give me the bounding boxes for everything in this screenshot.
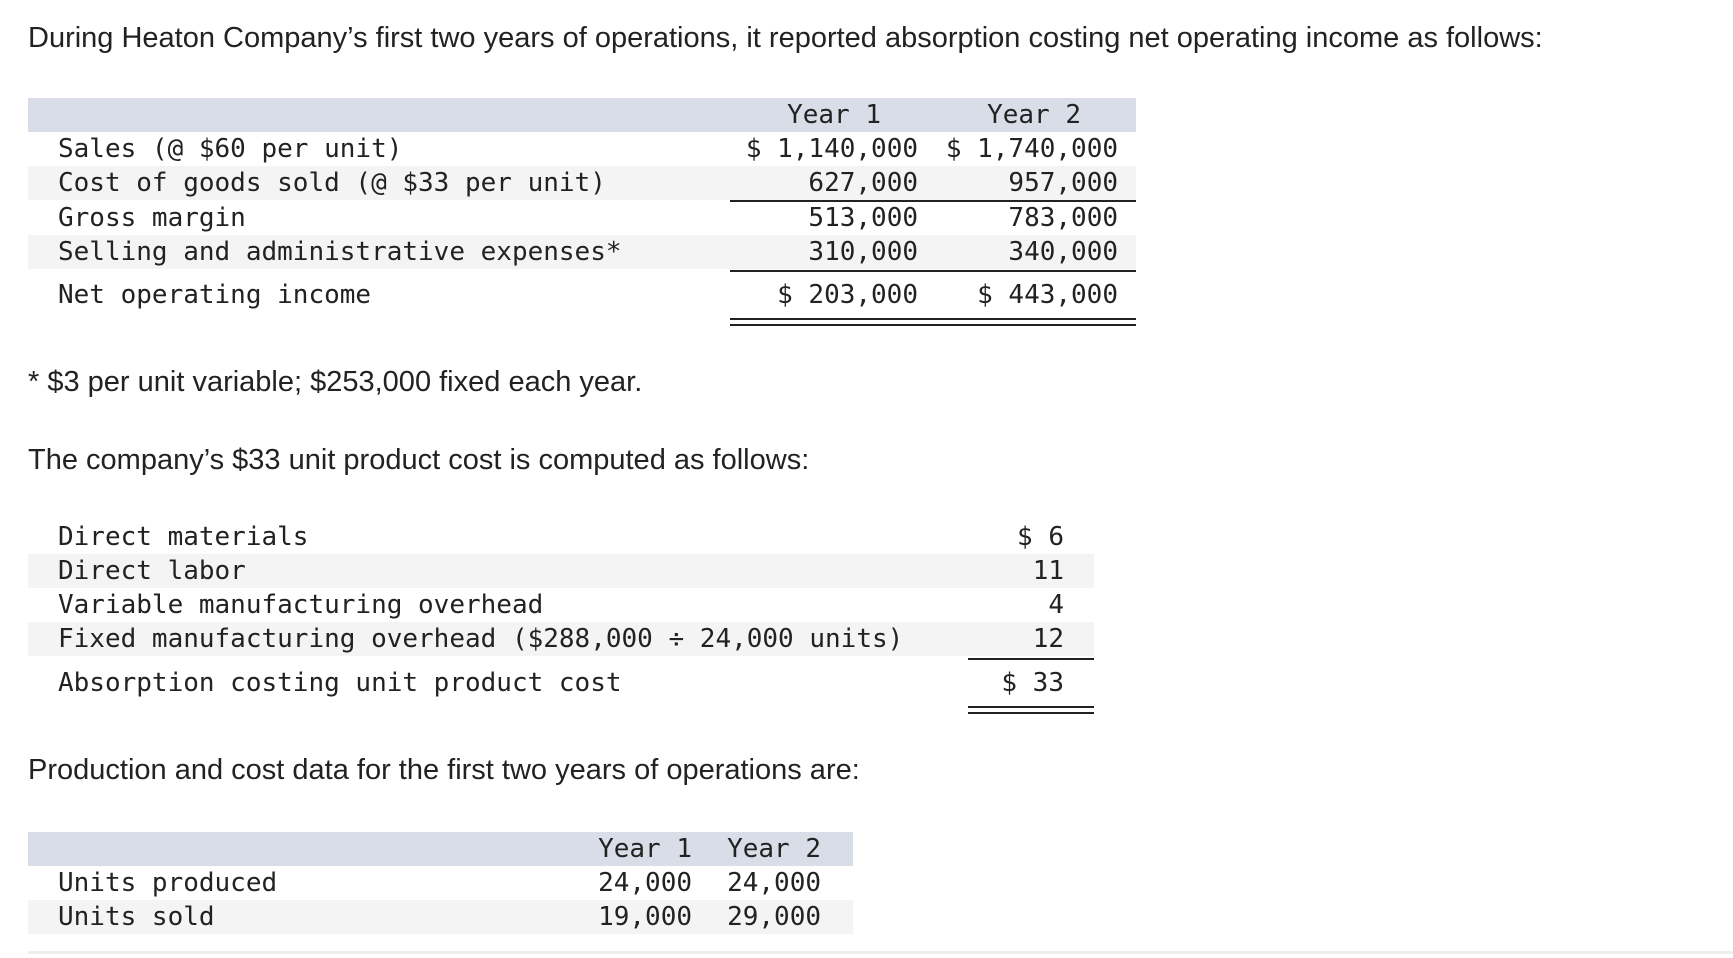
subtotal-rule xyxy=(968,658,1094,660)
table-row xyxy=(28,520,1094,554)
table-row xyxy=(28,554,1094,588)
row-year2-value: $ 443,000 xyxy=(977,280,1118,310)
row-value: 4 xyxy=(1048,590,1064,620)
table-row xyxy=(28,866,853,900)
row-value: 11 xyxy=(1032,556,1064,586)
row-year1-value: 310,000 xyxy=(808,237,918,267)
table-row xyxy=(28,166,1136,200)
row-label: Units sold xyxy=(58,902,215,932)
income-header-year2: Year 2 xyxy=(987,100,1081,130)
income-statement-table xyxy=(28,98,1136,328)
row-label: Variable manufacturing overhead xyxy=(58,590,544,620)
bottom-divider xyxy=(28,951,1733,954)
row-year2-value: 340,000 xyxy=(1008,237,1118,267)
table-row xyxy=(28,900,853,934)
row-year2-value: 24,000 xyxy=(727,868,821,898)
row-year1-value: 19,000 xyxy=(598,902,692,932)
production-header-year2: Year 2 xyxy=(727,834,821,864)
table-row xyxy=(28,235,1136,269)
table-row xyxy=(28,132,1136,166)
income-header-year1: Year 1 xyxy=(787,100,881,130)
subtotal-rule xyxy=(730,270,1136,272)
table-row xyxy=(28,588,1094,622)
row-label: Selling and administrative expenses* xyxy=(58,237,622,267)
row-label: Cost of goods sold (@ $33 per unit) xyxy=(58,168,606,198)
table-row xyxy=(28,201,1136,235)
row-label: Units produced xyxy=(58,868,278,898)
row-year1-value: 513,000 xyxy=(808,203,918,233)
row-label: Fixed manufacturing overhead ($288,000 ÷ 24,000 units) xyxy=(58,624,904,654)
intro-text: During Heaton Company’s first two years of operations, it reported absorption costing net operating income as follows: xyxy=(28,22,1543,54)
row-year1-value: 627,000 xyxy=(808,168,918,198)
production-header-year1: Year 1 xyxy=(598,834,692,864)
row-year2-value: 783,000 xyxy=(1008,203,1118,233)
row-label: Absorption costing unit product cost xyxy=(58,668,622,698)
row-label: Direct materials xyxy=(58,522,309,552)
row-label: Direct labor xyxy=(58,556,246,586)
production-table xyxy=(28,832,853,934)
row-value: $ 33 xyxy=(1001,668,1064,698)
row-year1-value: $ 203,000 xyxy=(777,280,918,310)
total-double-rule xyxy=(730,318,1136,326)
row-label: Sales (@ $60 per unit) xyxy=(58,134,403,164)
row-value: $ 6 xyxy=(1017,522,1064,552)
row-year2-value: 29,000 xyxy=(727,902,821,932)
row-label: Gross margin xyxy=(58,203,246,233)
table-row xyxy=(28,278,1136,312)
footnote-text: * $3 per unit variable; $253,000 fixed each year. xyxy=(28,366,643,398)
row-year1-value: $ 1,140,000 xyxy=(745,134,918,164)
row-value: 12 xyxy=(1032,624,1064,654)
table-row xyxy=(28,666,1094,700)
row-label: Net operating income xyxy=(58,280,372,310)
production-intro-text: Production and cost data for the first two years of operations are: xyxy=(28,754,860,786)
row-year2-value: $ 1,740,000 xyxy=(945,134,1118,164)
table-row xyxy=(28,622,1094,656)
row-year1-value: 24,000 xyxy=(598,868,692,898)
row-year2-value: 957,000 xyxy=(1008,168,1118,198)
production-table-header-row xyxy=(28,832,853,866)
unit-cost-table xyxy=(28,520,1094,716)
total-double-rule xyxy=(968,706,1094,714)
income-table-header-row xyxy=(28,98,1136,132)
cost-intro-text: The company’s $33 unit product cost is computed as follows: xyxy=(28,444,810,476)
